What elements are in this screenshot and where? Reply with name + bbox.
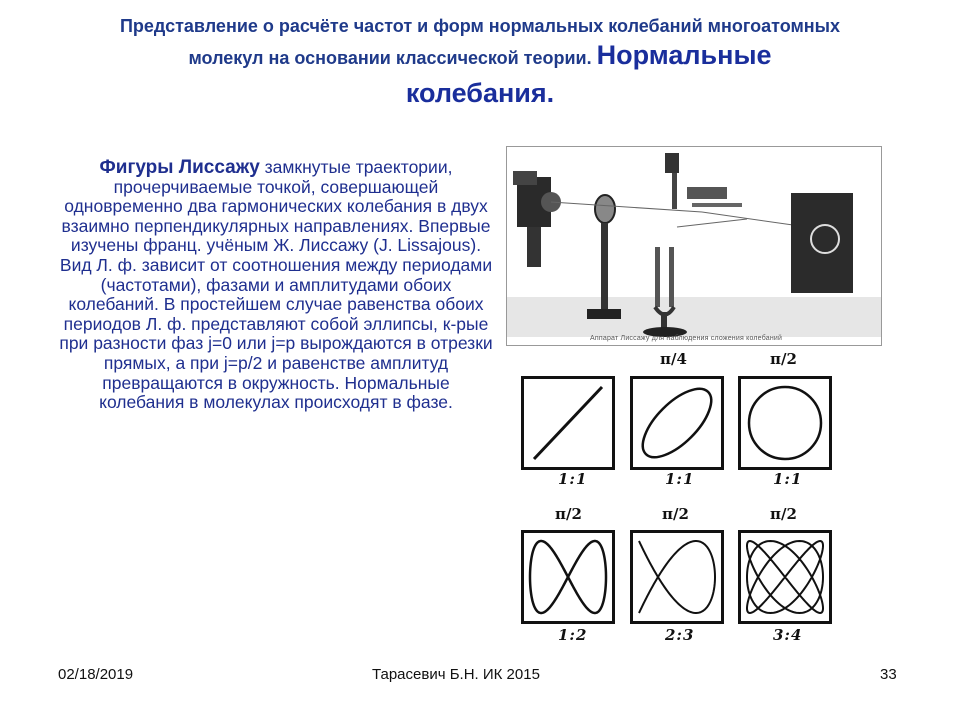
ratio-label-1-3: 1:1	[773, 470, 803, 488]
photo-caption: Аппарат Лиссажу для наблюдения сложения колебаний	[590, 335, 783, 342]
slide-number: 33	[880, 666, 897, 683]
lissajous-line-shape	[524, 379, 612, 467]
lissajous-figure-1-2	[630, 376, 724, 470]
body-paragraph: замкнутые траектории, прочерчиваемые точкой, совершающей одновременно два гармонических колебания в двух взаимно перпендикулярных направлениях. Впервые изучены франц. учёным Ж. Лиссажу (J. Lissajous). Вид Л. ф. зависит от соотношения между периодами (частотами), фазами и амплитудами обоих колебаний. В простейшем случае равенства обоих периодов Л. ф. представляют собой эллипсы, к-рые при разности фаз j=0 или j=p вырождаются в отрезки прямых, а при j=p/2 и равенстве амплитуд превращаются в окружность. Нормальные колебания в молекулах происходят в фазе.	[59, 157, 493, 413]
apparatus-drawing	[507, 147, 881, 345]
slide-title	[40, 8, 920, 108]
phase-label-2-3: π/2	[770, 505, 797, 523]
footer-date: 02/18/2019	[58, 666, 134, 683]
lissajous-1-2-shape	[524, 533, 612, 621]
footer-author: Тарасевич Б.Н. ИК 2015	[372, 666, 540, 683]
lissajous-figure-2-1	[521, 530, 615, 624]
title-line-2-wrap	[40, 40, 920, 76]
title-line-2-big: Нормальные	[596, 40, 772, 70]
ratio-label-2-2: 2:3	[665, 626, 695, 644]
title-line-2: молекул на основании классической теории.	[188, 48, 597, 68]
ratio-label-1-2: 1:1	[665, 470, 695, 488]
phase-label-2-2: π/2	[662, 505, 689, 523]
body-text	[58, 158, 494, 413]
phase-label-2-1: π/2	[555, 505, 582, 523]
lissajous-3-4-shape	[741, 533, 829, 621]
title-line-1: Представление о расчёте частот и форм нормальных колебаний многоатомных	[119, 16, 841, 36]
phase-label-1-3: π/2	[770, 350, 797, 368]
lissajous-2-3-shape	[633, 533, 721, 621]
ratio-label-1-1: 1:1	[558, 470, 588, 488]
title-line-3: колебания.	[405, 78, 555, 108]
lissajous-ellipse-shape	[633, 379, 721, 467]
apparatus-illustration	[506, 146, 882, 346]
lissajous-figure-2-2	[630, 530, 724, 624]
body-lead: Фигуры Лиссажу	[99, 157, 260, 178]
lissajous-figure-1-1	[521, 376, 615, 470]
lissajous-figure-1-3	[738, 376, 832, 470]
lissajous-circle-shape	[741, 379, 829, 467]
ratio-label-2-3: 3:4	[773, 626, 803, 644]
phase-label-1-2: π/4	[660, 350, 687, 368]
lissajous-figure-2-3	[738, 530, 832, 624]
ratio-label-2-1: 1:2	[558, 626, 588, 644]
